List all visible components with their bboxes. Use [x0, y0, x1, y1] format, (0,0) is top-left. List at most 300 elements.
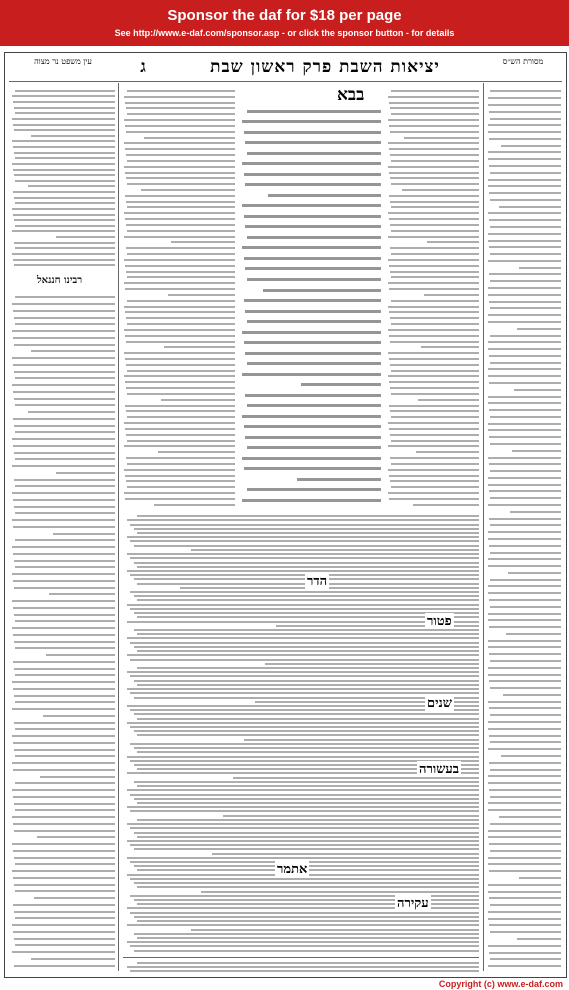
- text-line: [388, 469, 479, 471]
- text-line: [134, 882, 479, 884]
- text-line: [490, 714, 561, 716]
- text-line: [127, 160, 235, 162]
- text-line: [134, 848, 479, 850]
- text-line: [15, 485, 115, 487]
- text-line: [14, 614, 115, 616]
- text-line: [390, 387, 479, 389]
- text-line: [391, 253, 479, 255]
- text-line: [171, 241, 235, 243]
- text-line: [242, 373, 381, 376]
- text-line: [15, 157, 115, 159]
- text-line: [388, 329, 479, 331]
- sponsor-banner[interactable]: [0, 0, 569, 46]
- text-line: [12, 118, 115, 120]
- text-line: [13, 337, 115, 339]
- text-line: [124, 329, 235, 331]
- text-line: [223, 815, 479, 817]
- text-line: [15, 180, 115, 182]
- text-line: [124, 352, 235, 354]
- text-line: [390, 434, 479, 436]
- text-line: [488, 918, 561, 920]
- text-line: [137, 515, 479, 517]
- text-line: [490, 769, 561, 771]
- text-line: [390, 107, 479, 109]
- text-line: [134, 730, 479, 732]
- text-line: [488, 911, 561, 913]
- text-line: [14, 857, 115, 859]
- text-line: [14, 317, 115, 319]
- text-line: [13, 931, 115, 933]
- text-line: [124, 96, 235, 98]
- text-line: [389, 358, 479, 360]
- text-line: [390, 317, 479, 319]
- text-line: [127, 654, 479, 656]
- text-line: [506, 633, 562, 635]
- text-line: [245, 141, 381, 144]
- text-line: [56, 236, 115, 238]
- text-line: [389, 475, 479, 477]
- text-line: [125, 335, 235, 337]
- text-line: [15, 202, 115, 204]
- text-line: [127, 323, 235, 325]
- text-line: [488, 240, 561, 242]
- text-line: [388, 212, 479, 214]
- text-line: [158, 451, 235, 453]
- text-line: [130, 726, 479, 728]
- text-line: [127, 789, 479, 791]
- text-line: [126, 177, 235, 179]
- text-line: [418, 399, 479, 401]
- text-line: [13, 553, 115, 555]
- text-line: [127, 966, 479, 968]
- text-line: [489, 382, 561, 384]
- text-line: [489, 490, 561, 492]
- text-line: [14, 242, 115, 244]
- text-line: [489, 273, 561, 275]
- text-line: [15, 701, 115, 703]
- text-line: [489, 436, 561, 438]
- text-line: [12, 681, 115, 683]
- text-line: [127, 941, 479, 943]
- text-line: [489, 463, 561, 465]
- text-line: [488, 809, 561, 811]
- text-line: [144, 137, 235, 139]
- text-line: [137, 734, 479, 736]
- text-line: [402, 189, 479, 191]
- text-line: [137, 566, 479, 568]
- text-line: [124, 212, 235, 214]
- text-line: [14, 803, 115, 805]
- text-line: [488, 782, 561, 784]
- text-line: [12, 492, 115, 494]
- text-line: [242, 457, 381, 460]
- text-line: [137, 819, 479, 821]
- text-line: [391, 113, 479, 115]
- text-line: [15, 755, 115, 757]
- text-line: [137, 920, 479, 922]
- text-line: [15, 944, 115, 946]
- text-line: [388, 375, 479, 377]
- text-line: [28, 411, 115, 413]
- text-line: [127, 806, 479, 808]
- text-line: [137, 633, 479, 635]
- text-line: [134, 562, 479, 564]
- text-line: [242, 162, 381, 165]
- text-line: [13, 445, 115, 447]
- text-line: [391, 160, 479, 162]
- text-line: [391, 440, 479, 442]
- text-line: [388, 492, 479, 494]
- text-line: [424, 294, 479, 296]
- dibur-hamatchil-shnayim: שנים: [427, 696, 452, 711]
- text-line: [488, 321, 561, 323]
- text-line: [390, 154, 479, 156]
- text-line: [130, 675, 479, 677]
- text-line: [15, 863, 115, 865]
- text-line: [127, 230, 235, 232]
- tosafot-continuation: [123, 513, 479, 953]
- text-line: [489, 707, 561, 709]
- text-line: [126, 154, 235, 156]
- text-line: [488, 477, 561, 479]
- text-line: [489, 111, 561, 113]
- text-line: [53, 533, 115, 535]
- text-line: [137, 836, 479, 838]
- text-line: [488, 721, 561, 723]
- text-line: [13, 310, 115, 312]
- text-line: [15, 90, 115, 92]
- text-line: [244, 467, 381, 470]
- text-line: [389, 148, 479, 150]
- text-line: [137, 962, 479, 964]
- text-line: [12, 924, 115, 926]
- text-line: [12, 230, 115, 232]
- text-line: [127, 113, 235, 115]
- text-line: [247, 278, 381, 281]
- text-line: [488, 701, 561, 703]
- text-line: [127, 857, 479, 859]
- text-line: [244, 299, 381, 302]
- text-line: [489, 246, 561, 248]
- text-line: [488, 585, 561, 587]
- text-line: [390, 341, 479, 343]
- text-line: [390, 177, 479, 179]
- text-line: [124, 375, 235, 377]
- text-line: [413, 504, 479, 506]
- text-line: [12, 208, 115, 210]
- text-line: [13, 124, 115, 126]
- text-line: [12, 951, 115, 953]
- text-line: [389, 428, 479, 430]
- text-line: [14, 911, 115, 913]
- text-line: [127, 486, 235, 488]
- text-line: [137, 802, 479, 804]
- text-line: [488, 592, 561, 594]
- text-line: [247, 152, 381, 155]
- text-line: [245, 183, 381, 186]
- text-line: [490, 90, 561, 92]
- text-line: [127, 671, 479, 673]
- text-line: [13, 688, 115, 690]
- text-line: [126, 107, 235, 109]
- text-line: [488, 348, 561, 350]
- text-line: [15, 296, 115, 298]
- text-line: [388, 96, 479, 98]
- text-line: [40, 776, 115, 778]
- text-line: [501, 145, 561, 147]
- text-line: [488, 104, 561, 106]
- text-line: [388, 166, 479, 168]
- text-line: [247, 446, 381, 449]
- text-line: [15, 225, 115, 227]
- text-line: [124, 445, 235, 447]
- dibur-hamatchil-baasora: בעשורה: [419, 762, 460, 777]
- text-line: [137, 937, 479, 939]
- text-line: [127, 206, 235, 208]
- text-line: [389, 125, 479, 127]
- text-line: [488, 884, 561, 886]
- text-line: [134, 747, 479, 749]
- text-line: [15, 917, 115, 919]
- sponsor-banner-title[interactable]: Sponsor the daf for $18 per page: [167, 7, 402, 24]
- text-line: [488, 531, 561, 533]
- text-line: [489, 301, 561, 303]
- text-line: [391, 323, 479, 325]
- text-line: [130, 827, 479, 829]
- text-line: [130, 810, 479, 812]
- text-line: [489, 735, 561, 737]
- text-line: [390, 271, 479, 273]
- text-line: [12, 735, 115, 737]
- text-line: [388, 306, 479, 308]
- text-line: [124, 469, 235, 471]
- dibur-hamatchil-itmar: אתמר: [277, 862, 308, 877]
- text-line: [13, 191, 115, 193]
- text-line: [15, 674, 115, 676]
- text-line: [488, 748, 561, 750]
- text-line: [14, 560, 115, 562]
- text-line: [137, 650, 479, 652]
- text-line: [488, 423, 561, 425]
- text-line: [14, 152, 115, 154]
- text-line: [488, 429, 561, 431]
- text-line: [12, 546, 115, 548]
- text-line: [137, 599, 479, 601]
- text-line: [490, 796, 561, 798]
- text-line: [13, 823, 115, 825]
- text-line: [519, 877, 561, 879]
- rashi-column: [387, 87, 479, 507]
- text-line: [242, 204, 381, 207]
- text-line: [127, 688, 479, 690]
- text-line: [490, 118, 561, 120]
- text-line: [245, 310, 381, 313]
- text-line: [14, 884, 115, 886]
- text-line: [15, 431, 115, 433]
- text-line: [247, 320, 381, 323]
- text-line: [488, 836, 561, 838]
- text-line: [488, 131, 561, 133]
- mesoret-hashas-title: מסורת הש״ס: [502, 57, 544, 66]
- dibur-hamatchil-patur: פטור: [427, 614, 452, 629]
- text-line: [14, 452, 115, 454]
- text-line: [12, 627, 115, 629]
- text-line: [14, 749, 115, 751]
- text-line: [389, 288, 479, 290]
- text-line: [244, 341, 381, 344]
- text-line: [390, 480, 479, 482]
- text-line: [489, 192, 561, 194]
- text-line: [15, 782, 115, 784]
- text-line: [242, 120, 381, 123]
- text-line: [247, 236, 381, 239]
- text-line: [126, 131, 235, 133]
- folio-number: ג: [140, 57, 146, 77]
- text-line: [490, 931, 561, 933]
- text-line: [489, 653, 561, 655]
- text-line: [488, 341, 561, 343]
- text-line: [15, 890, 115, 892]
- text-line: [15, 620, 115, 622]
- text-line: [389, 195, 479, 197]
- text-line: [125, 405, 235, 407]
- text-line: [12, 357, 115, 359]
- text-line: [489, 924, 561, 926]
- text-line: [489, 626, 561, 628]
- text-line: [13, 769, 115, 771]
- text-line: [12, 253, 115, 255]
- text-line: [127, 924, 479, 926]
- text-line: [12, 708, 115, 710]
- text-line: [43, 715, 115, 717]
- text-line: [15, 377, 115, 379]
- text-line: [134, 916, 479, 918]
- text-line: [245, 267, 381, 270]
- text-line: [127, 722, 479, 724]
- text-line: [126, 364, 235, 366]
- text-line: [427, 241, 479, 243]
- text-line: [490, 443, 561, 445]
- text-line: [134, 933, 479, 935]
- text-line: [488, 124, 561, 126]
- divider-right: [483, 83, 484, 971]
- text-line: [490, 524, 561, 526]
- text-line: [488, 558, 561, 560]
- text-line: [14, 371, 115, 373]
- copyright-link[interactable]: Copyright (c) www.e-daf.com: [438, 979, 563, 989]
- text-line: [14, 695, 115, 697]
- text-line: [488, 891, 561, 893]
- text-line: [390, 364, 479, 366]
- text-line: [488, 212, 561, 214]
- text-line: [510, 511, 561, 513]
- text-line: [247, 110, 381, 113]
- text-line: [125, 172, 235, 174]
- text-line: [242, 415, 381, 418]
- text-line: [489, 409, 561, 411]
- text-line: [12, 330, 115, 332]
- text-line: [49, 593, 115, 595]
- text-line: [512, 450, 561, 452]
- text-line: [391, 300, 479, 302]
- text-line: [130, 970, 479, 972]
- text-line: [14, 668, 115, 670]
- text-line: [127, 823, 479, 825]
- text-line: [13, 877, 115, 879]
- text-line: [14, 938, 115, 940]
- text-line: [14, 107, 115, 109]
- text-line: [15, 112, 115, 114]
- text-line: [15, 728, 115, 730]
- text-line: [488, 802, 561, 804]
- text-line: [388, 259, 479, 261]
- text-line: [134, 950, 479, 952]
- text-line: [15, 512, 115, 514]
- rabbenu-chananel-label: רבינו חננאל: [37, 275, 83, 286]
- text-line: [489, 219, 561, 221]
- text-line: [134, 713, 479, 715]
- text-line: [127, 463, 235, 465]
- text-line: [508, 572, 561, 574]
- text-line: [14, 425, 115, 427]
- text-line: [125, 358, 235, 360]
- text-line: [488, 375, 561, 377]
- text-line: [244, 131, 381, 134]
- text-line: [127, 570, 479, 572]
- text-line: [489, 952, 561, 954]
- text-line: [389, 498, 479, 500]
- text-line: [245, 436, 381, 439]
- text-line: [488, 158, 561, 160]
- text-line: [137, 667, 479, 669]
- text-line: [28, 185, 115, 187]
- text-line: [391, 370, 479, 372]
- text-line: [15, 458, 115, 460]
- text-line: [245, 225, 381, 228]
- text-line: [244, 215, 381, 218]
- text-line: [245, 394, 381, 397]
- text-line: [12, 573, 115, 575]
- text-line: [488, 233, 561, 235]
- text-line: [247, 362, 381, 365]
- text-line: [130, 659, 479, 661]
- text-line: [14, 965, 115, 967]
- text-line: [488, 667, 561, 669]
- text-line: [388, 282, 479, 284]
- text-line: [14, 830, 115, 832]
- rabbenu-chananel-column: [11, 293, 115, 969]
- text-line: [391, 416, 479, 418]
- text-line: [490, 850, 561, 852]
- text-line: [489, 789, 561, 791]
- text-line: [490, 172, 561, 174]
- text-line: [13, 259, 115, 261]
- text-line: [242, 331, 381, 334]
- text-line: [489, 545, 561, 547]
- text-line: [489, 843, 561, 845]
- text-line: [488, 294, 561, 296]
- text-line: [12, 816, 115, 818]
- text-line: [389, 172, 479, 174]
- text-line: [13, 661, 115, 663]
- text-line: [126, 480, 235, 482]
- sponsor-banner-subtitle[interactable]: See http://www.e-daf.com/sponsor.asp - or click the sponsor button - for details: [114, 28, 455, 38]
- text-line: [14, 219, 115, 221]
- text-line: [127, 393, 235, 395]
- text-line: [141, 189, 235, 191]
- text-line: [488, 151, 561, 153]
- text-line: [130, 557, 479, 559]
